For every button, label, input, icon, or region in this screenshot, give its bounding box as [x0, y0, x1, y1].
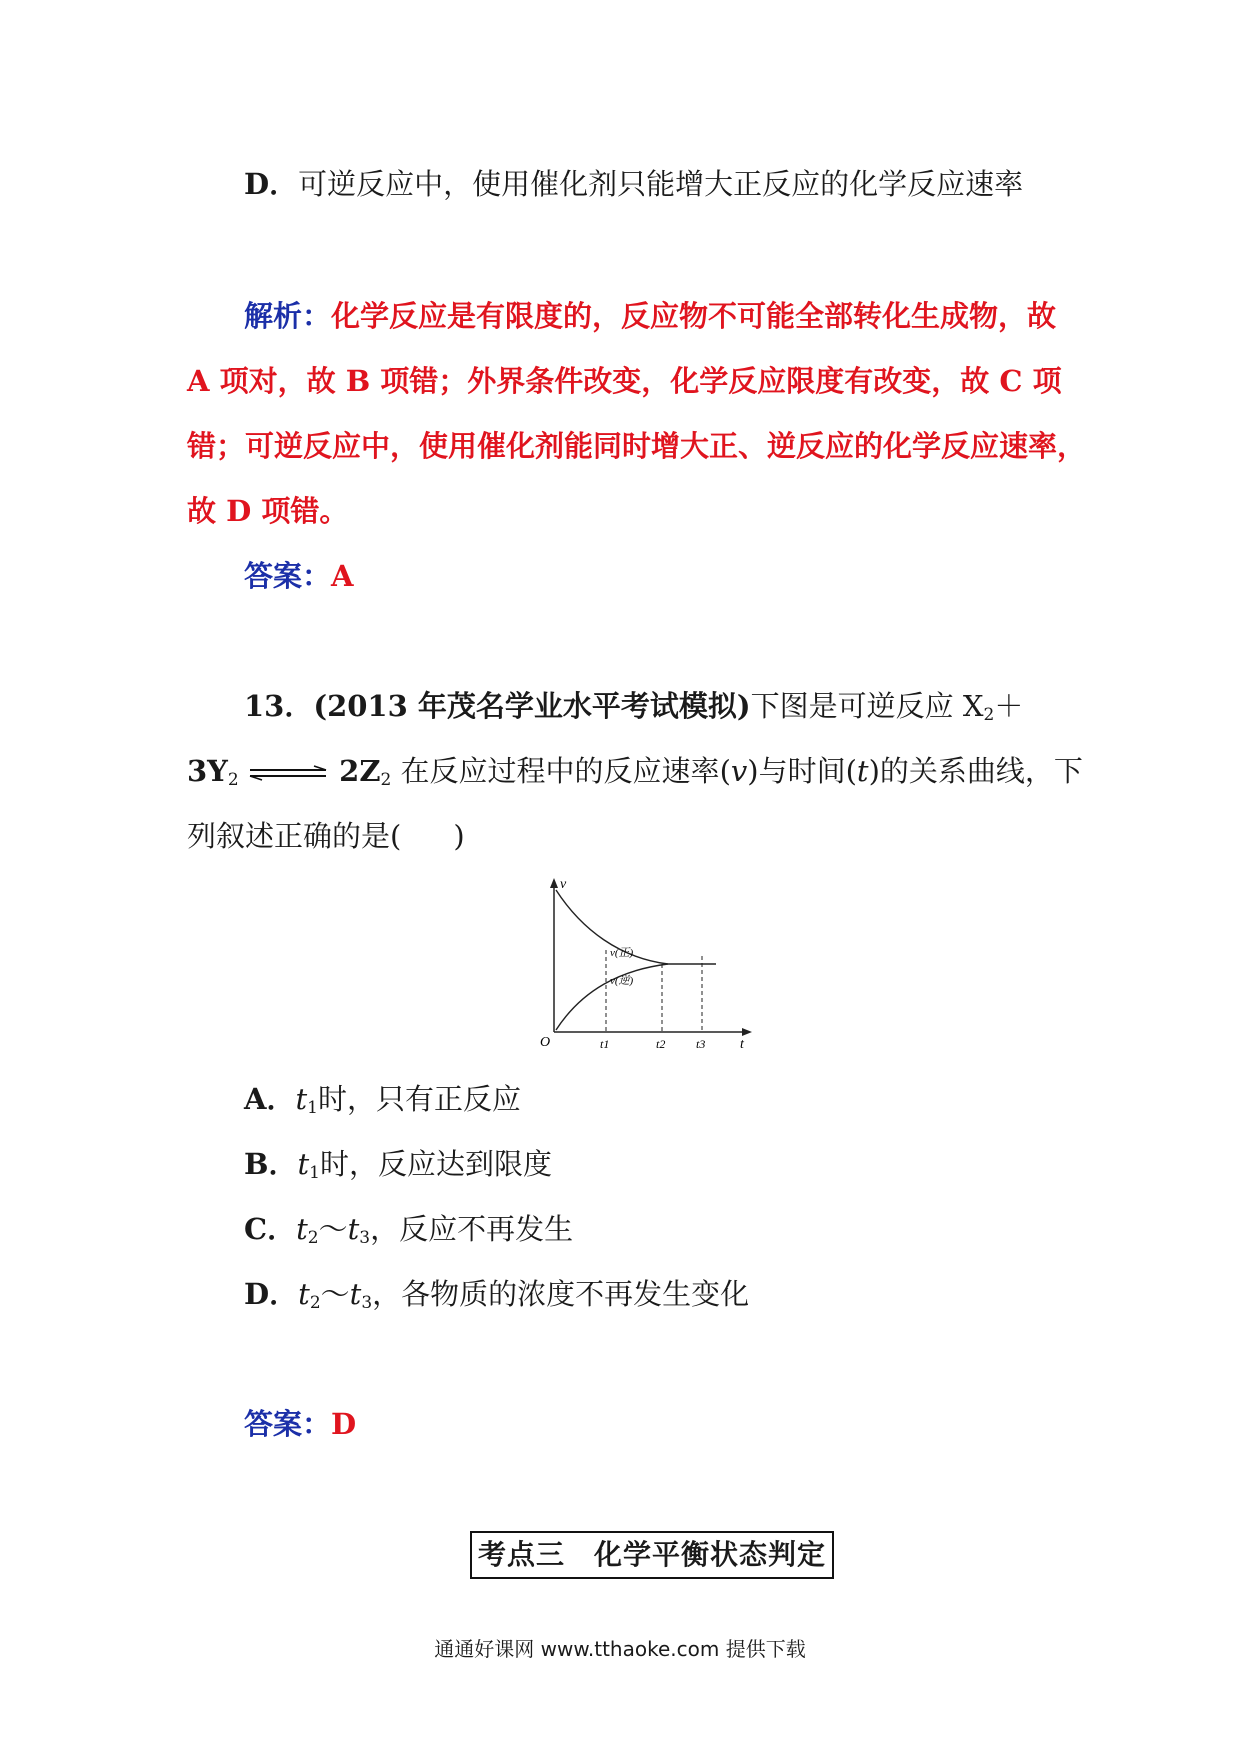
option-text: ，反应不再发生: [370, 1212, 574, 1246]
q13-option-c: [244, 1209, 573, 1258]
tilde: ～: [318, 1212, 348, 1246]
subscript: 3: [361, 1293, 373, 1313]
q12-option-d: [244, 164, 1023, 204]
section-heading: 考点三 化学平衡状态判定: [470, 1531, 834, 1579]
subscript: 1: [307, 1098, 318, 1118]
answer-13: [244, 1404, 356, 1444]
tick-t1: t1: [600, 1037, 610, 1050]
analysis-line-2: A 项对，故 B 项错；外界条件改变，化学反应限度有改变，故 C 项: [187, 364, 1062, 398]
subscript: 1: [309, 1163, 320, 1183]
forward-rate-label: v(正): [610, 947, 634, 959]
t-symbol: t: [298, 1277, 310, 1311]
subscript: 2: [309, 1293, 321, 1313]
question-source: (2013 年茂名学业水平考试模拟): [313, 689, 751, 723]
option-text: 可逆反应中，使用催化剂只能增大正反应的化学反应速率: [298, 167, 1024, 201]
z-term: 2Z: [339, 754, 381, 788]
x-subscript: 2: [983, 705, 995, 725]
q13-line-2: [187, 751, 1083, 800]
answer-12: [244, 556, 354, 596]
plus-sign: ＋: [994, 689, 1024, 723]
analysis-text-1: 化学反应是有限度的，反应物不可能全部转化生成物，故: [331, 299, 1057, 333]
reverse-rate-label: v(逆): [610, 975, 634, 987]
question-text-1: 下图是可逆反应 X: [750, 689, 984, 723]
x-axis-arrow-icon: [742, 1028, 752, 1036]
y-axis-arrow-icon: [550, 878, 558, 888]
rate-time-graph: [530, 870, 770, 1050]
question-text-2a: 在反应过程中的反应速率(: [391, 754, 731, 788]
tick-t2: t2: [656, 1037, 666, 1050]
answer-value: D: [331, 1407, 357, 1441]
answer-label: 答案：: [244, 1407, 332, 1441]
y-term: 3Y: [187, 754, 228, 788]
option-label: C．: [244, 1212, 297, 1246]
reverse-rate-curve: [556, 964, 668, 1030]
question-text-3: 列叙述正确的是(: [187, 819, 402, 853]
t-symbol: t: [296, 1212, 308, 1246]
forward-rate-curve: [556, 890, 716, 964]
answer-label: 答案：: [244, 559, 332, 593]
analysis-line-3: 错；可逆反应中，使用催化剂能同时增大正、逆反应的化学反应速率，: [187, 429, 1087, 463]
question-text-2b: )与时间(: [747, 754, 857, 788]
option-label: B．: [244, 1147, 298, 1181]
y-subscript: 2: [227, 770, 239, 790]
v-symbol: v: [730, 754, 748, 788]
question-text-2c: )的关系曲线，下: [868, 754, 1083, 788]
t-symbol: t: [856, 754, 869, 788]
option-label: D．: [244, 1277, 299, 1311]
t-symbol: t: [347, 1212, 360, 1246]
y-axis-label: v: [560, 877, 567, 892]
question-text-3-end: ): [453, 819, 465, 853]
q13-line-3: [187, 816, 465, 856]
answer-value: A: [331, 559, 354, 593]
option-label: A．: [244, 1082, 296, 1116]
x-axis-label: t: [740, 1037, 744, 1050]
analysis-line-4: 故 D 项错。: [187, 494, 349, 528]
subscript: 3: [359, 1228, 371, 1248]
t-symbol: t: [349, 1277, 362, 1311]
option-label: D．: [244, 167, 299, 201]
option-text: 时，反应达到限度: [320, 1147, 553, 1181]
option-text: 时，只有正反应: [318, 1082, 522, 1116]
footer: 通通好课网 www.tthaoke.com 提供下载: [434, 1637, 806, 1661]
tilde: ～: [320, 1277, 350, 1311]
option-text: ，各物质的浓度不再发生变化: [372, 1277, 750, 1311]
tick-t3: t3: [696, 1037, 706, 1050]
question-number: 13．: [244, 689, 314, 723]
analysis-line-1: [244, 296, 1056, 336]
q13-line-1: [244, 686, 1023, 735]
t-symbol: t: [295, 1082, 308, 1116]
z-subscript: 2: [380, 770, 392, 790]
reversible-arrow-icon: [248, 765, 330, 781]
t-symbol: t: [297, 1147, 310, 1181]
q13-option-d: [244, 1274, 749, 1323]
q13-option-b: [244, 1144, 552, 1193]
subscript: 2: [307, 1228, 319, 1248]
q13-option-a: [244, 1079, 521, 1128]
analysis-label: 解析：: [244, 299, 332, 333]
origin-label: O: [540, 1035, 551, 1050]
